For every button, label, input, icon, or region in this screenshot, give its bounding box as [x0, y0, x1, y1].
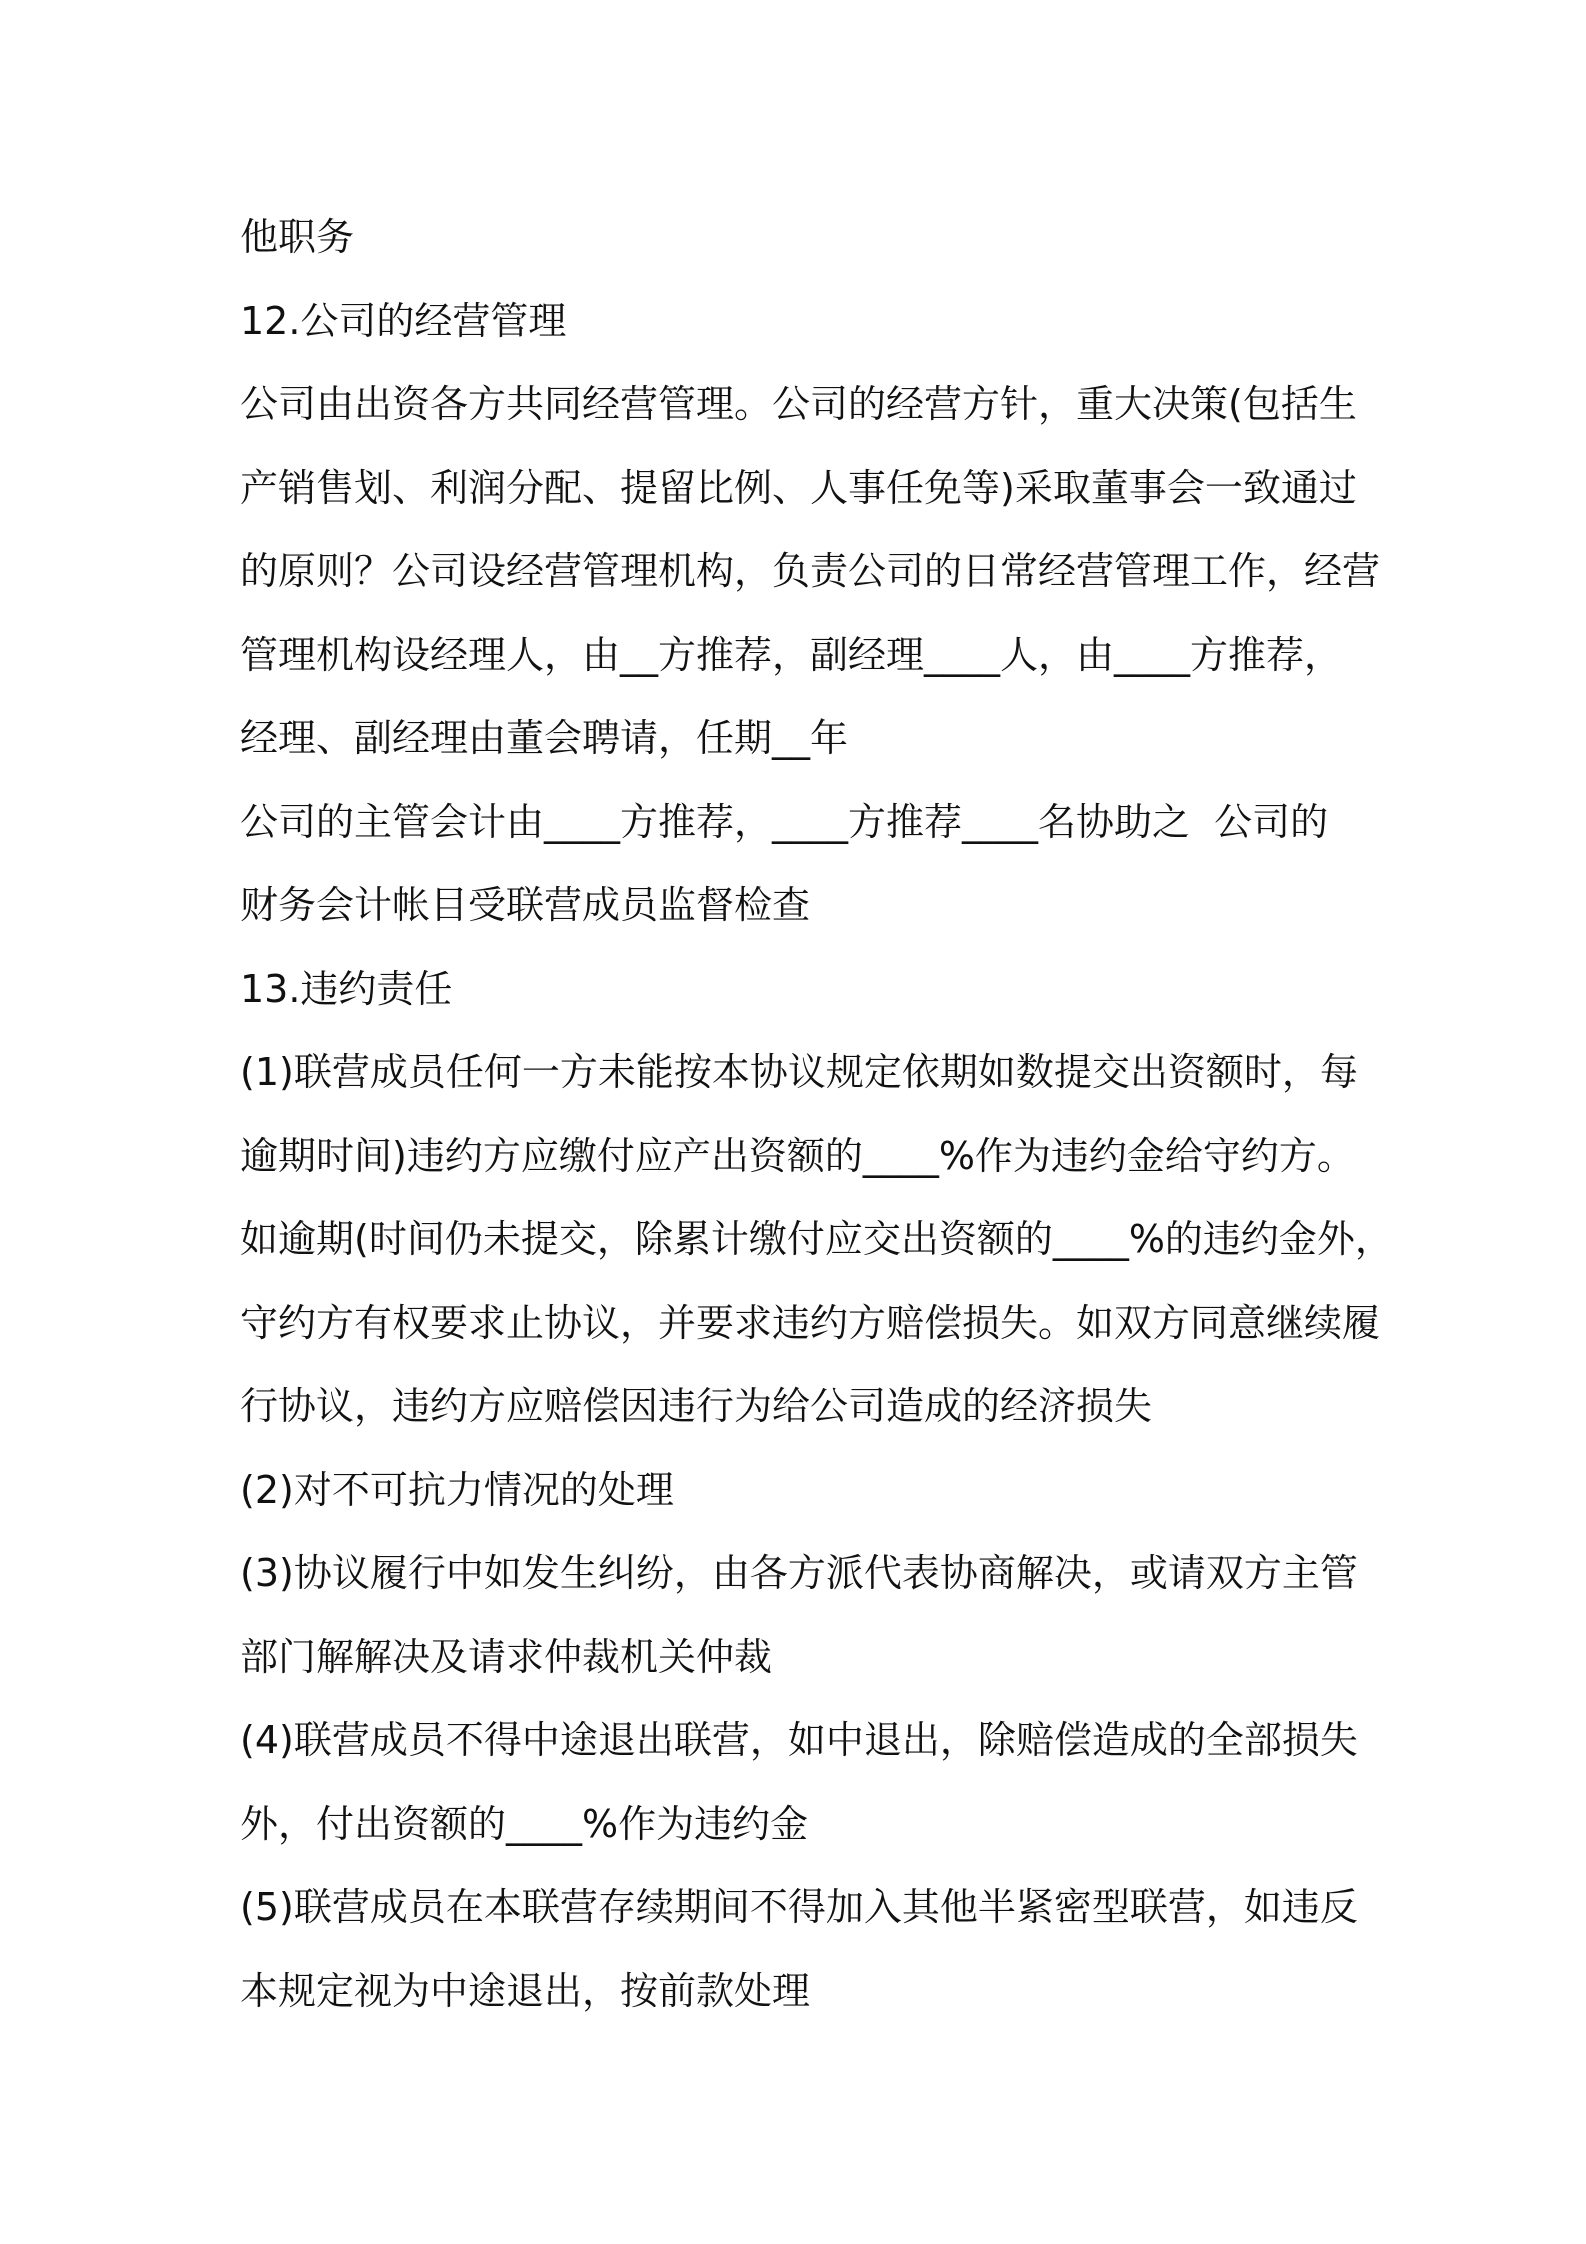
text-line: 他职务 [240, 215, 355, 259]
text-line: 财务会计帐目受联营成员监督检查 [240, 883, 811, 927]
text-line: 部门解解决及请求仲裁机关仲裁 [240, 1634, 773, 1679]
text-line: 逾期时间)违约方应缴付应产出资额的____%作为违约金给守约方。 [240, 1133, 1355, 1178]
section-heading-13: 13.违约责任 [240, 966, 453, 1011]
text-line: (4)联营成员不得中途退出联营，如中退出，除赔偿造成的全部损失 [240, 1718, 1358, 1762]
text-line: 如逾期(时间仍未提交，除累计缴付应交出资额的____%的违约金外， [240, 1217, 1393, 1261]
text-line: 的原则？公司设经营管理机构，负责公司的日常经营管理工作，经营 [240, 549, 1381, 593]
text-line: 行协议，违约方应赔偿因违行为给公司造成的经济损失 [240, 1384, 1153, 1428]
text-line: (1)联营成员任何一方未能按本协议规定依期如数提交出资额时，每 [240, 1050, 1358, 1094]
text-line: 公司由出资各方共同经营管理。公司的经营方针，重大决策(包括生 [240, 382, 1357, 426]
text-line: 本规定视为中途退出，按前款处理 [240, 1968, 811, 2013]
text-line: 经理、副经理由董会聘请，任期__年 [240, 716, 849, 760]
text-line: 管理机构设经理人，由__方推荐，副经理____人，由____方推荐， [240, 632, 1343, 677]
section-heading-12: 12.公司的经营管理 [240, 298, 567, 343]
text-line: 产销售划、利润分配、提留比例、人事任免等)采取董事会一致通过 [240, 465, 1357, 510]
text-line: 守约方有权要求止协议，并要求违约方赔偿损失。如双方同意继续履 [240, 1300, 1381, 1345]
text-line: (3)协议履行中如发生纠纷，由各方派代表协商解决，或请双方主管 [240, 1551, 1358, 1595]
text-line: 外，付出资额的____%作为违约金 [240, 1801, 809, 1846]
text-line: 公司的主管会计由____方推荐，____方推荐____名协助之 公司的 [240, 799, 1329, 844]
document-body [240, 196, 1393, 2033]
text-line: (5)联营成员在本联营存续期间不得加入其他半紧密型联营，如违反 [240, 1885, 1358, 1929]
text-line: (2)对不可抗力情况的处理 [240, 1467, 674, 1512]
